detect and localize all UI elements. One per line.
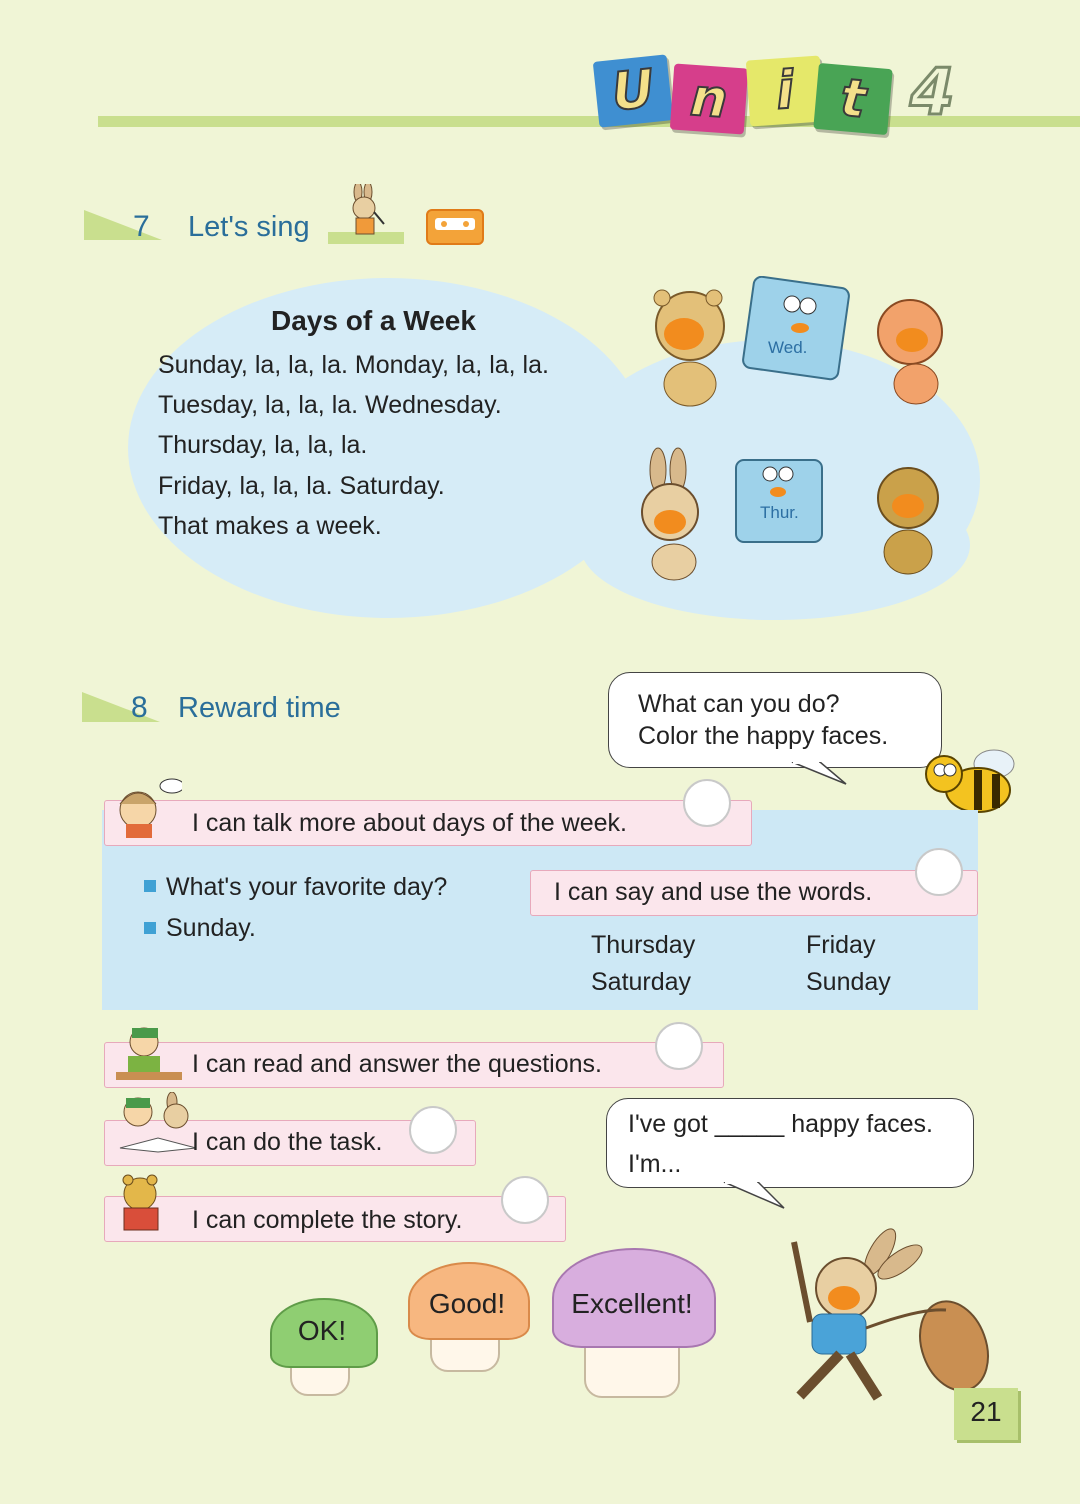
qa-question: What's your favorite day?: [166, 873, 448, 901]
bee-bubble-line: Color the happy faces.: [638, 722, 889, 750]
kids-reading-book-icon: [116, 1092, 200, 1154]
cassette-icon: [426, 209, 484, 245]
section7-tab-icon: [84, 210, 164, 244]
mushroom-good-label: Good!: [428, 1288, 506, 1319]
section8-title: Reward time: [178, 692, 341, 724]
reward-row-say-text: I can say and use the words.: [554, 878, 873, 906]
reward-row-task-text: I can do the task.: [192, 1128, 383, 1156]
bee-bubble-tail: [790, 762, 850, 788]
mushroom-excellent-label: Excellent!: [571, 1288, 693, 1319]
rabbit-singing-icon: [328, 184, 406, 246]
song-line: Thursday, la, la, la.: [158, 431, 368, 459]
song-line: That makes a week.: [158, 512, 382, 540]
day-word: Thursday: [591, 931, 696, 959]
happy-face-checkbox[interactable]: [501, 1176, 549, 1224]
reward-row-story-text: I can complete the story.: [192, 1206, 463, 1234]
song-line: Friday, la, la, la. Saturday.: [158, 472, 445, 500]
faces-bubble-line: I've got _____ happy faces.: [628, 1110, 933, 1138]
song-title: Days of a Week: [271, 305, 476, 336]
day-word: Friday: [806, 931, 876, 959]
song-line: Sunday, la, la, la. Monday, la, la, la.: [158, 351, 549, 379]
section7-title: Let's sing: [188, 211, 310, 243]
bear-reading-icon: [116, 1174, 166, 1236]
happy-face-checkbox[interactable]: [409, 1106, 457, 1154]
unit-tile-u: U: [593, 54, 673, 127]
reward-row-read-text: I can read and answer the questions.: [192, 1050, 602, 1078]
page-number: 21: [970, 1396, 1002, 1427]
song-line: Tuesday, la, la, la. Wednesday.: [158, 391, 502, 419]
kid-talking-icon: [112, 774, 182, 840]
bee-bubble-line: What can you do?: [638, 690, 840, 718]
unit-tile-i: i: [746, 55, 824, 126]
faces-bubble-line: I'm...: [628, 1150, 682, 1178]
day-word: Saturday: [591, 968, 692, 996]
happy-face-checkbox[interactable]: [655, 1022, 703, 1070]
rabbit-with-basket-illustration: [750, 1228, 990, 1408]
happy-face-checkbox[interactable]: [915, 848, 963, 896]
book-label-wed: Wed.: [768, 338, 808, 357]
section7-number: 7: [133, 210, 150, 243]
kid-reading-icon: [114, 1022, 186, 1084]
section8-tab-icon: [82, 692, 162, 726]
day-word: Sunday: [806, 968, 891, 996]
bullet-icon: [144, 880, 156, 892]
unit-tile-t: t: [813, 63, 892, 135]
faces-bubble-tail: [722, 1182, 792, 1212]
unit-tile-n: n: [670, 63, 748, 134]
section8-number: 8: [131, 691, 148, 724]
book-label-thur: Thur.: [760, 503, 799, 522]
mushroom-ok-label: OK!: [297, 1315, 347, 1346]
qa-answer: Sunday.: [166, 914, 256, 942]
reward-row-talk-text: I can talk more about days of the week.: [192, 809, 627, 837]
happy-face-checkbox[interactable]: [683, 779, 731, 827]
bullet-icon: [144, 922, 156, 934]
unit-number: 4: [910, 56, 955, 130]
